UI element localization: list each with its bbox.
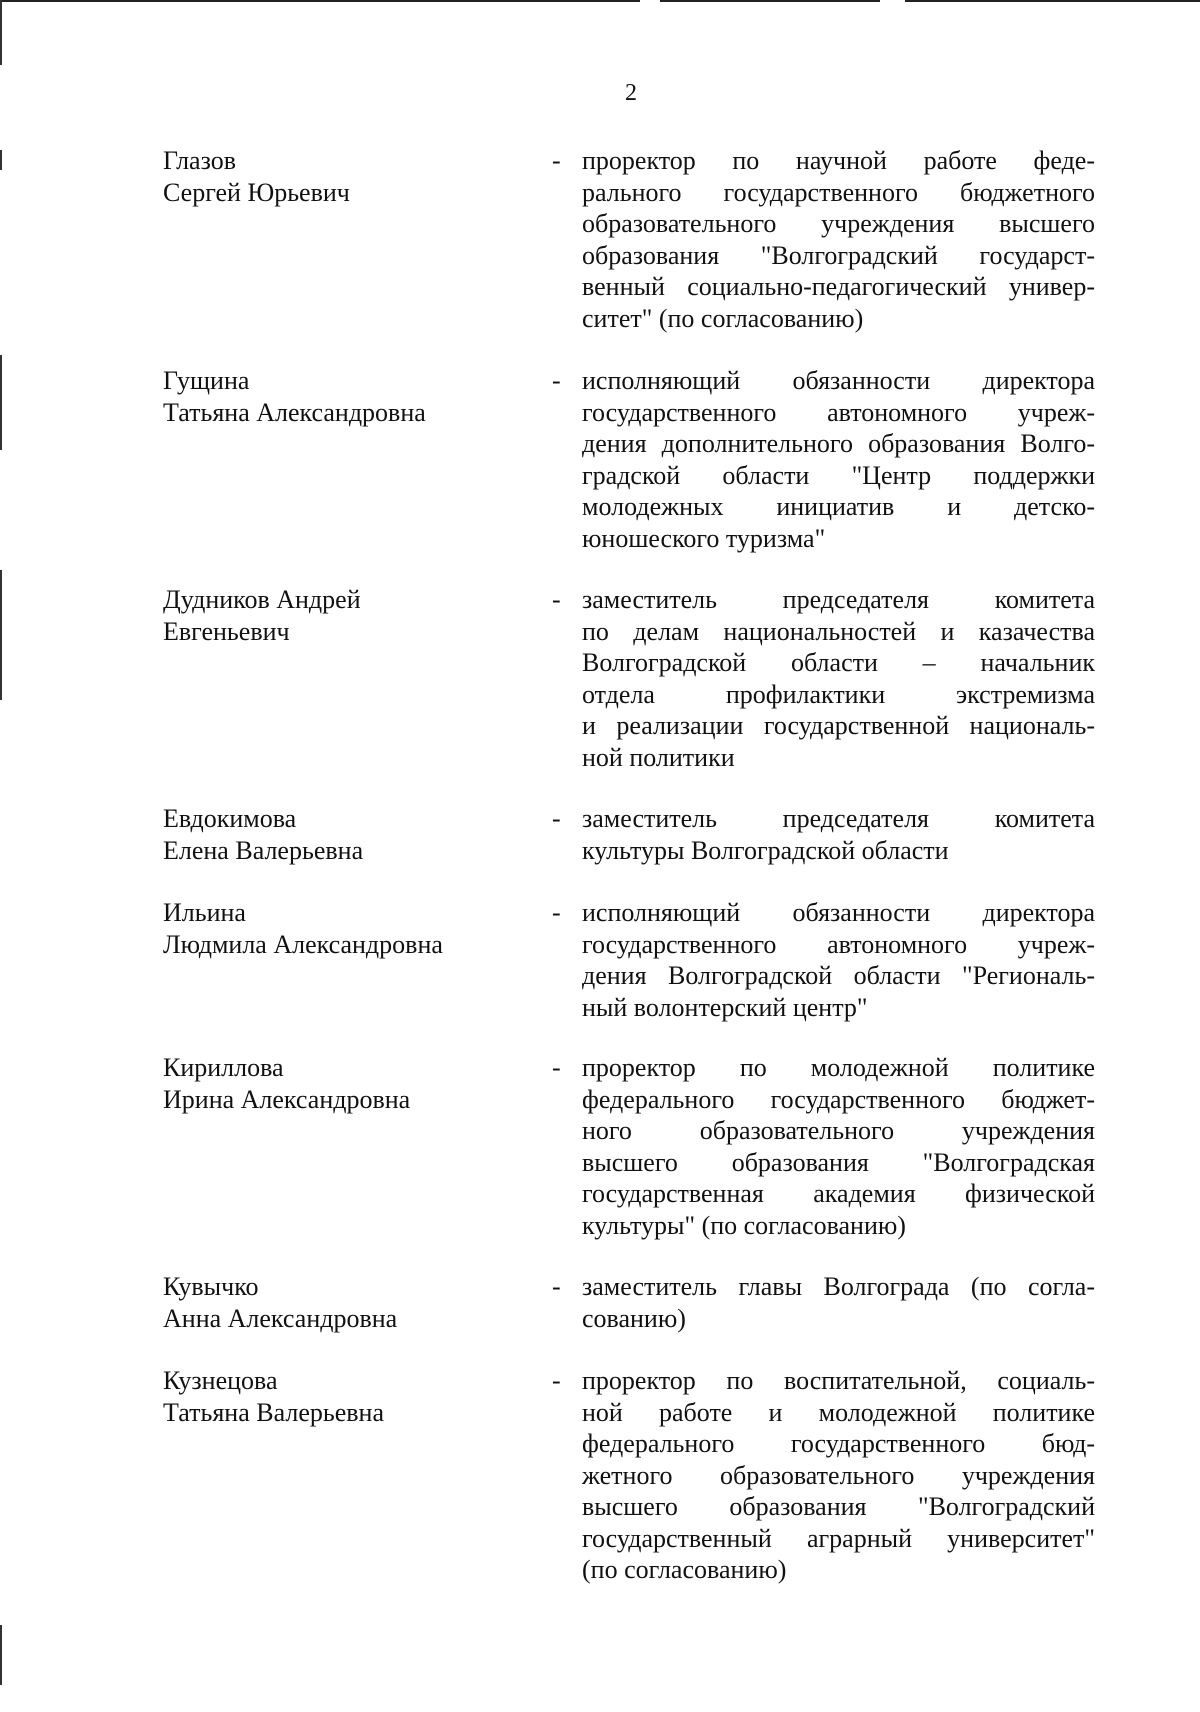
- position-line: (по согласованию): [582, 1555, 787, 1584]
- name-line: Кузнецова: [163, 1366, 278, 1395]
- member-position: [582, 1365, 1095, 1586]
- name-line: Татьяна Александровна: [163, 397, 426, 427]
- separator-dash: -: [552, 146, 561, 175]
- position-line: проректор по научной работе феде-: [582, 146, 1095, 175]
- position-line: культуры" (по согласованию): [582, 1210, 906, 1240]
- separator-dash: -: [552, 366, 561, 395]
- name-line: Ильина: [163, 898, 246, 927]
- name-line: Анна Александровна: [163, 1303, 398, 1333]
- name-line: Сергей Юрьевич: [163, 177, 350, 207]
- position-line: заместитель главы Волгограда (по согла-: [582, 1272, 1095, 1301]
- separator-dash: -: [552, 1272, 561, 1301]
- position-line: заместитель председателя комитета: [582, 585, 1095, 614]
- name-line: Гущина: [163, 366, 250, 395]
- position-line: образовательного учреждения высшего: [582, 209, 1095, 238]
- position-line: федерального государственного бюд-: [582, 1429, 1095, 1458]
- position-line: государственная академия физической: [582, 1179, 1095, 1208]
- scan-edge-mark: [0, 0, 2, 65]
- name-line: Татьяна Валерьевна: [163, 1397, 384, 1427]
- name-line: Кириллова: [163, 1053, 284, 1082]
- position-line: рального государственного бюджетного: [582, 177, 1095, 207]
- position-line: молодежных инициатив и детско-: [582, 492, 1095, 521]
- position-line: жетного образовательного учреждения: [582, 1460, 1095, 1490]
- position-line: культуры Волгоградской области: [582, 835, 949, 865]
- scan-edge-line: [660, 0, 880, 2]
- position-line: исполняющий обязанности директора: [582, 366, 1095, 395]
- position-line: проректор по воспитательной, социаль-: [582, 1366, 1095, 1395]
- position-line: ной работе и молодежной политике: [582, 1397, 1095, 1427]
- member-name: [163, 897, 543, 960]
- position-line: сованию): [582, 1303, 686, 1333]
- position-line: высшего образования "Волгоградский: [582, 1492, 1095, 1521]
- position-line: ситет" (по согласованию): [582, 303, 864, 333]
- position-line: исполняющий обязанности директора: [582, 898, 1095, 927]
- position-line: государственный аграрный университет": [582, 1523, 1095, 1553]
- position-line: и реализации государственной националь-: [582, 711, 1095, 740]
- member-position: [582, 1052, 1095, 1241]
- member-name: [163, 1052, 543, 1115]
- scan-edge-line: [0, 0, 640, 2]
- name-line: Дудников Андрей: [163, 585, 361, 614]
- member-name: [163, 365, 543, 428]
- member-position: [582, 803, 1095, 866]
- position-line: юношеского туризма": [582, 523, 826, 553]
- position-line: проректор по молодежной политике: [582, 1053, 1095, 1082]
- position-line: по делам национальностей и казачества: [582, 616, 1095, 646]
- separator-dash: -: [552, 898, 561, 927]
- separator-dash: -: [552, 1053, 561, 1082]
- scan-edge-mark: [0, 355, 2, 450]
- position-line: государственного автономного учреж-: [582, 397, 1095, 427]
- name-line: Елена Валерьевна: [163, 835, 364, 865]
- scan-edge-mark: [0, 150, 2, 170]
- position-line: федерального государственного бюджет-: [582, 1084, 1095, 1114]
- position-line: венный социально-педагогический универ-: [582, 272, 1095, 301]
- scan-edge-mark: [0, 570, 2, 700]
- position-line: высшего образования "Волгоградская: [582, 1147, 1095, 1177]
- member-position: [582, 897, 1095, 1023]
- page-number: 2: [625, 80, 637, 106]
- position-line: Волгоградской области – начальник: [582, 648, 1095, 677]
- member-name: [163, 803, 543, 866]
- separator-dash: -: [552, 804, 561, 833]
- name-line: Глазов: [163, 146, 236, 175]
- position-line: дения Волгоградской области "Региональ-: [582, 961, 1095, 990]
- position-line: дения дополнительного образования Волго-: [582, 429, 1095, 458]
- member-name: [163, 1271, 543, 1334]
- name-line: Ирина Александровна: [163, 1084, 411, 1114]
- member-name: [163, 584, 543, 647]
- member-position: [582, 365, 1095, 554]
- position-line: заместитель председателя комитета: [582, 804, 1095, 833]
- position-line: градской области "Центр поддержки: [582, 460, 1095, 490]
- name-line: Кувычко: [163, 1272, 259, 1301]
- separator-dash: -: [552, 585, 561, 614]
- position-line: отдела профилактики экстремизма: [582, 679, 1095, 709]
- position-line: ного образовательного учреждения: [582, 1116, 1095, 1145]
- scan-edge-mark: [0, 1625, 2, 1685]
- member-name: [163, 145, 543, 208]
- position-line: ной политики: [582, 742, 735, 772]
- position-line: государственного автономного учреж-: [582, 929, 1095, 959]
- position-line: ный волонтерский центр": [582, 992, 868, 1022]
- name-line: Евгеньевич: [163, 616, 290, 646]
- member-position: [582, 145, 1095, 334]
- member-position: [582, 584, 1095, 773]
- member-position: [582, 1271, 1095, 1334]
- separator-dash: -: [552, 1366, 561, 1395]
- name-line: Евдокимова: [163, 804, 297, 833]
- scan-edge-line: [905, 0, 1200, 2]
- position-line: образования "Волгоградский государст-: [582, 240, 1095, 270]
- member-name: [163, 1365, 543, 1428]
- name-line: Людмила Александровна: [163, 929, 443, 959]
